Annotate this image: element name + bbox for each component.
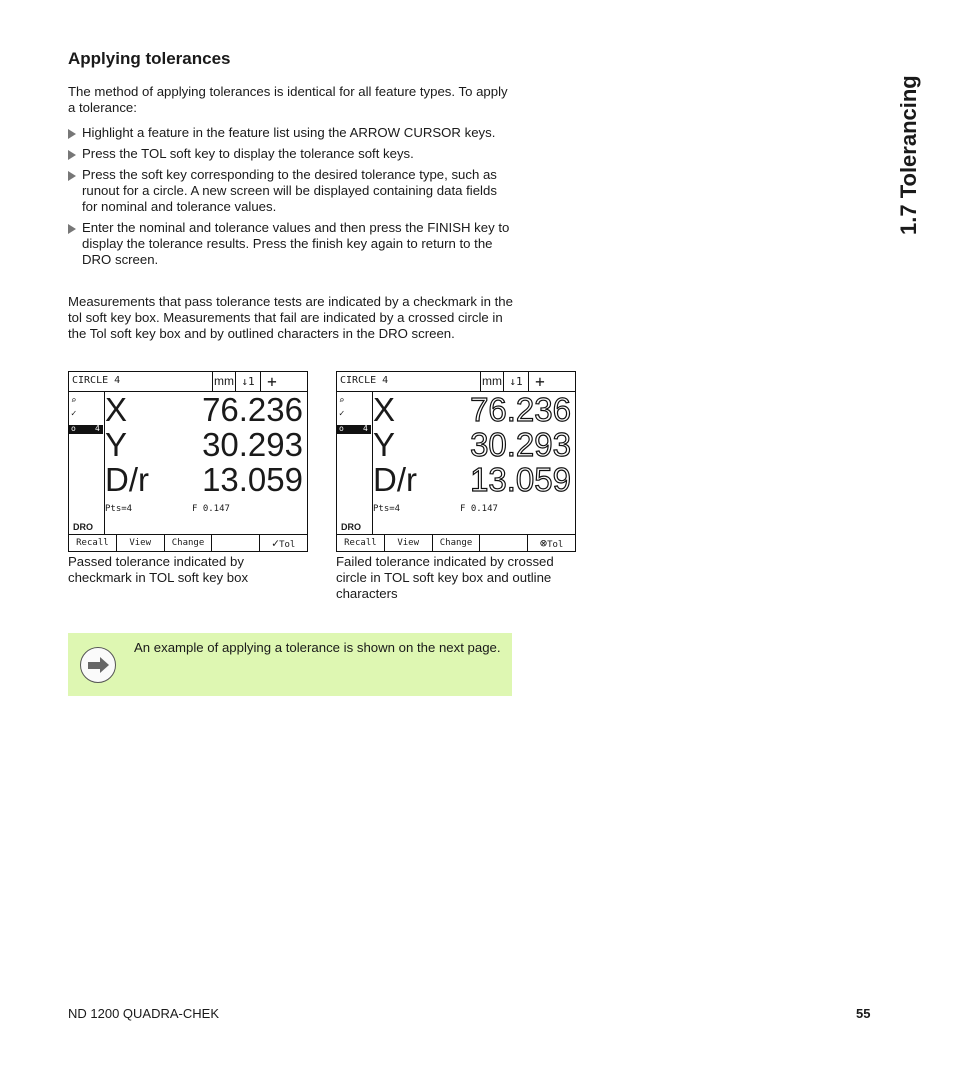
step-item: Press the soft key corresponding to the desired tolerance type, such as runout for a circle. A new screen will be displayed containing data fields for nominal and tolerance values. [68,167,514,215]
axis-y-label: Y [105,426,128,463]
soft-key-bar [337,534,575,551]
axis-x-label: X [373,391,396,428]
screen-header [69,372,307,392]
axis-x-label: X [105,391,128,428]
footer-manual-name: ND 1200 QUADRA-CHEK [68,1006,219,1021]
axis-d-label: D/r [373,461,417,498]
arrow-right-icon [80,647,116,683]
screen-header [337,372,575,392]
form-value: F 0.147 [460,504,498,514]
x-value-outlined: 76.236 [470,391,571,428]
bullet-triangle-icon [68,171,76,181]
recall-soft-key[interactable]: Recall [344,538,377,548]
feature-number: 4 [363,424,368,433]
sort-icon: ↓1 [235,372,260,391]
points-count: Pts=4 [105,504,133,514]
points-count: Pts=4 [373,504,401,514]
caption-passed: Passed tolerance indicated by checkmark in TOL soft key box [68,554,249,585]
units-key: mm [480,372,503,391]
feature-list-panel [69,392,105,534]
change-soft-key[interactable]: Change [432,535,480,551]
crossed-circle-icon: ⊗ [539,536,548,550]
step-item: Press the TOL soft key to display the tolerance soft keys. [68,146,514,162]
form-value: F 0.147 [192,504,230,514]
check-icon: ✓ [71,409,77,419]
dro-label: DRO [73,522,93,532]
selected-feature-row [69,425,103,434]
blank-soft-key[interactable] [211,535,259,551]
dro-screen-passed [68,371,308,552]
dro-label: DRO [341,522,361,532]
bullet-triangle-icon [68,129,76,139]
feature-number: 4 [95,424,100,433]
feature-list-panel [337,392,373,534]
checkmark-icon: ✓ [271,536,280,550]
sort-icon: ↓1 [503,372,528,391]
recall-soft-key[interactable]: Recall [76,538,109,548]
section-heading: Applying tolerances [68,49,231,68]
dro-screen-failed [336,371,576,552]
summary-paragraph: Measurements that pass tolerance tests are indicated by a checkmark in the tol soft key box. Measurements that fail are indicated by a crossed circle in the Tol soft key box and by outlined characters in the DRO screen. [68,294,513,341]
tol-soft-key[interactable]: ⊗Tol [527,535,575,551]
probe-icon: ⌕ [339,396,345,406]
circle-feature-icon: o [71,424,76,433]
step-item: Highlight a feature in the feature list using the ARROW CURSOR keys. [68,125,514,141]
units-key: mm [212,372,235,391]
axis-y-label: Y [373,426,396,463]
footer-page-number: 55 [856,1006,871,1021]
soft-key-bar [69,534,307,551]
probe-icon: ⌕ [71,396,77,406]
blank-soft-key[interactable] [479,535,527,551]
note-text: An example of applying a tolerance is shown on the next page. [134,640,501,655]
y-value-outlined: 30.293 [470,426,571,463]
circle-feature-icon: o [339,424,344,433]
bullet-triangle-icon [68,224,76,234]
feature-name: CIRCLE 4 [72,375,121,386]
x-value: 76.236 [202,391,303,428]
plus-icon: + [260,372,283,391]
view-soft-key[interactable]: View [384,535,432,551]
change-soft-key[interactable]: Change [164,535,212,551]
tol-soft-key[interactable]: ✓Tol [259,535,307,551]
d-value-outlined: 13.059 [470,461,571,498]
caption-failed: Failed tolerance indicated by crossed circle in TOL soft key box and outline characters [336,554,554,601]
bullet-triangle-icon [68,150,76,160]
plus-icon: + [528,372,551,391]
step-item: Enter the nominal and tolerance values and then press the FINISH key to display the tolerance results. Press the finish key again to return to the DRO screen. [68,220,514,268]
steps-list [68,125,514,273]
feature-name: CIRCLE 4 [340,375,389,386]
chapter-side-title: 1.7 Tolerancing [896,75,921,235]
y-value: 30.293 [202,426,303,463]
note-box [68,633,512,696]
view-soft-key[interactable]: View [116,535,164,551]
check-icon: ✓ [339,409,345,419]
intro-paragraph: The method of applying tolerances is identical for all feature types. To apply a tolerance: [68,84,508,115]
selected-feature-row [337,425,371,434]
d-value: 13.059 [202,461,303,498]
axis-d-label: D/r [105,461,149,498]
